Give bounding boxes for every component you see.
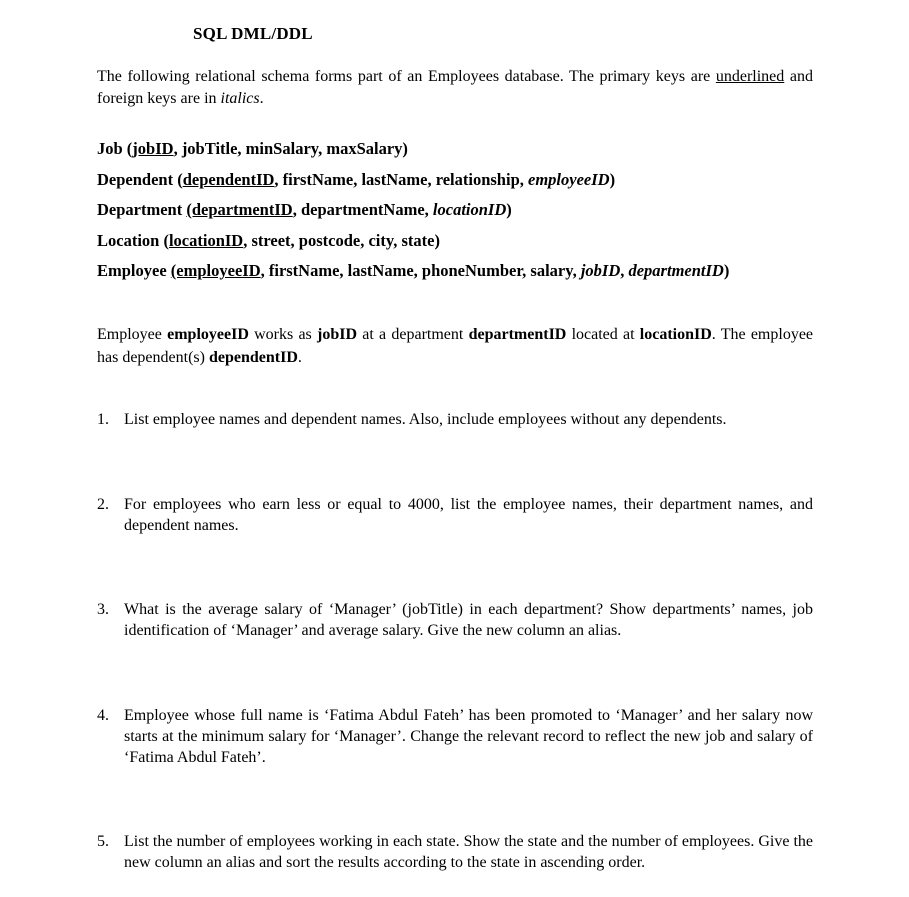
question-text: What is the average salary of ‘Manager’ (jobTitle) in each department? Show departments’ names, job identification of ‘Manager’ and average salary. Give the new column an alias. (124, 601, 813, 639)
question-4 (97, 705, 813, 768)
job-name: Job ( (97, 139, 133, 158)
employee-close: ) (723, 261, 730, 280)
schema-location (97, 230, 837, 261)
desc-bold-departmentid: departmentID (468, 326, 567, 343)
desc-text-1: Employee (97, 326, 168, 343)
intro-text-2: and foreign keys are in (97, 68, 813, 107)
desc-text-6: . (297, 349, 302, 366)
question-5 (97, 831, 813, 873)
intro-text-1: The following relational schema forms part of an Employees database. The primary keys are (97, 68, 716, 85)
department-foreign-key: locationID (432, 200, 507, 219)
desc-bold-employeeid: employeeID (167, 326, 249, 343)
question-number: 1. (97, 411, 109, 428)
schema-department (97, 199, 837, 230)
question-number: 5. (97, 833, 109, 850)
location-attributes: , street, postcode, city, state) (243, 230, 440, 250)
department-name: Department (97, 200, 187, 219)
location-name: Location ( (97, 230, 169, 250)
question-number: 2. (97, 496, 109, 513)
desc-text-3: at a department (357, 326, 469, 343)
schema-list (97, 138, 837, 291)
question-number: 4. (97, 707, 109, 724)
schema-employee (97, 260, 837, 291)
job-primary-key: jobID (132, 139, 174, 158)
schema-job (97, 138, 837, 169)
employee-attributes: , firstName, lastName, phoneNumber, salary, (260, 261, 581, 280)
question-text: Employee whose full name is ‘Fatima Abdul Fateh’ has been promoted to ‘Manager’ and her salary now starts at the minimum salary for ‘Manager’. Change the relevant record to reflect the new job and salary of ‘Fatima Abdul Fateh’. (124, 707, 813, 766)
desc-text-5: . The employee has dependent(s) (97, 326, 814, 366)
desc-text-2: works as (248, 326, 318, 343)
intro-italic-word: italics (220, 90, 260, 107)
department-close: ) (506, 200, 512, 219)
dependent-foreign-key: employeeID (528, 169, 610, 189)
department-attributes: , departmentName, (292, 200, 433, 219)
question-text: List employee names and dependent names. Also, include employees without any dependents. (124, 411, 727, 428)
employee-foreign-key-department: departmentID (628, 261, 724, 280)
question-1 (97, 409, 813, 430)
employee-separator: , (620, 261, 629, 280)
question-text: For employees who earn less or equal to 4000, list the employee names, their department names, and dependent names. (124, 496, 813, 534)
intro-text-3: . (259, 90, 264, 107)
dependent-attributes: , firstName, lastName, relationship, (274, 169, 528, 189)
employee-primary-key: (employeeID (170, 261, 261, 280)
question-text: List the number of employees working in each state. Show the state and the number of employees. Give the new column an alias and sort the results according to the state in ascending order. (124, 833, 813, 871)
employee-foreign-key-job: jobID (580, 261, 621, 280)
question-3 (97, 599, 813, 641)
schema-dependent (97, 169, 837, 200)
desc-bold-dependentid: dependentID (208, 349, 298, 366)
desc-bold-locationid: locationID (639, 326, 712, 343)
intro-underlined-word: underlined (715, 68, 785, 85)
question-2 (97, 494, 813, 536)
desc-bold-jobid: jobID (317, 326, 358, 343)
location-primary-key: locationID (168, 230, 244, 250)
employee-name: Employee (97, 261, 171, 280)
dependent-name: Dependent ( (97, 169, 183, 189)
dependent-primary-key: dependentID (182, 169, 275, 189)
dependent-close: ) (609, 169, 616, 189)
intro-paragraph (97, 66, 813, 110)
question-number: 3. (97, 601, 109, 618)
department-primary-key: (departmentID (186, 200, 293, 219)
document-title: SQL DML/DDL (193, 24, 313, 43)
job-attributes: , jobTitle, minSalary, maxSalary) (173, 139, 408, 158)
description-paragraph (97, 323, 813, 369)
desc-text-4: located at (566, 326, 640, 343)
